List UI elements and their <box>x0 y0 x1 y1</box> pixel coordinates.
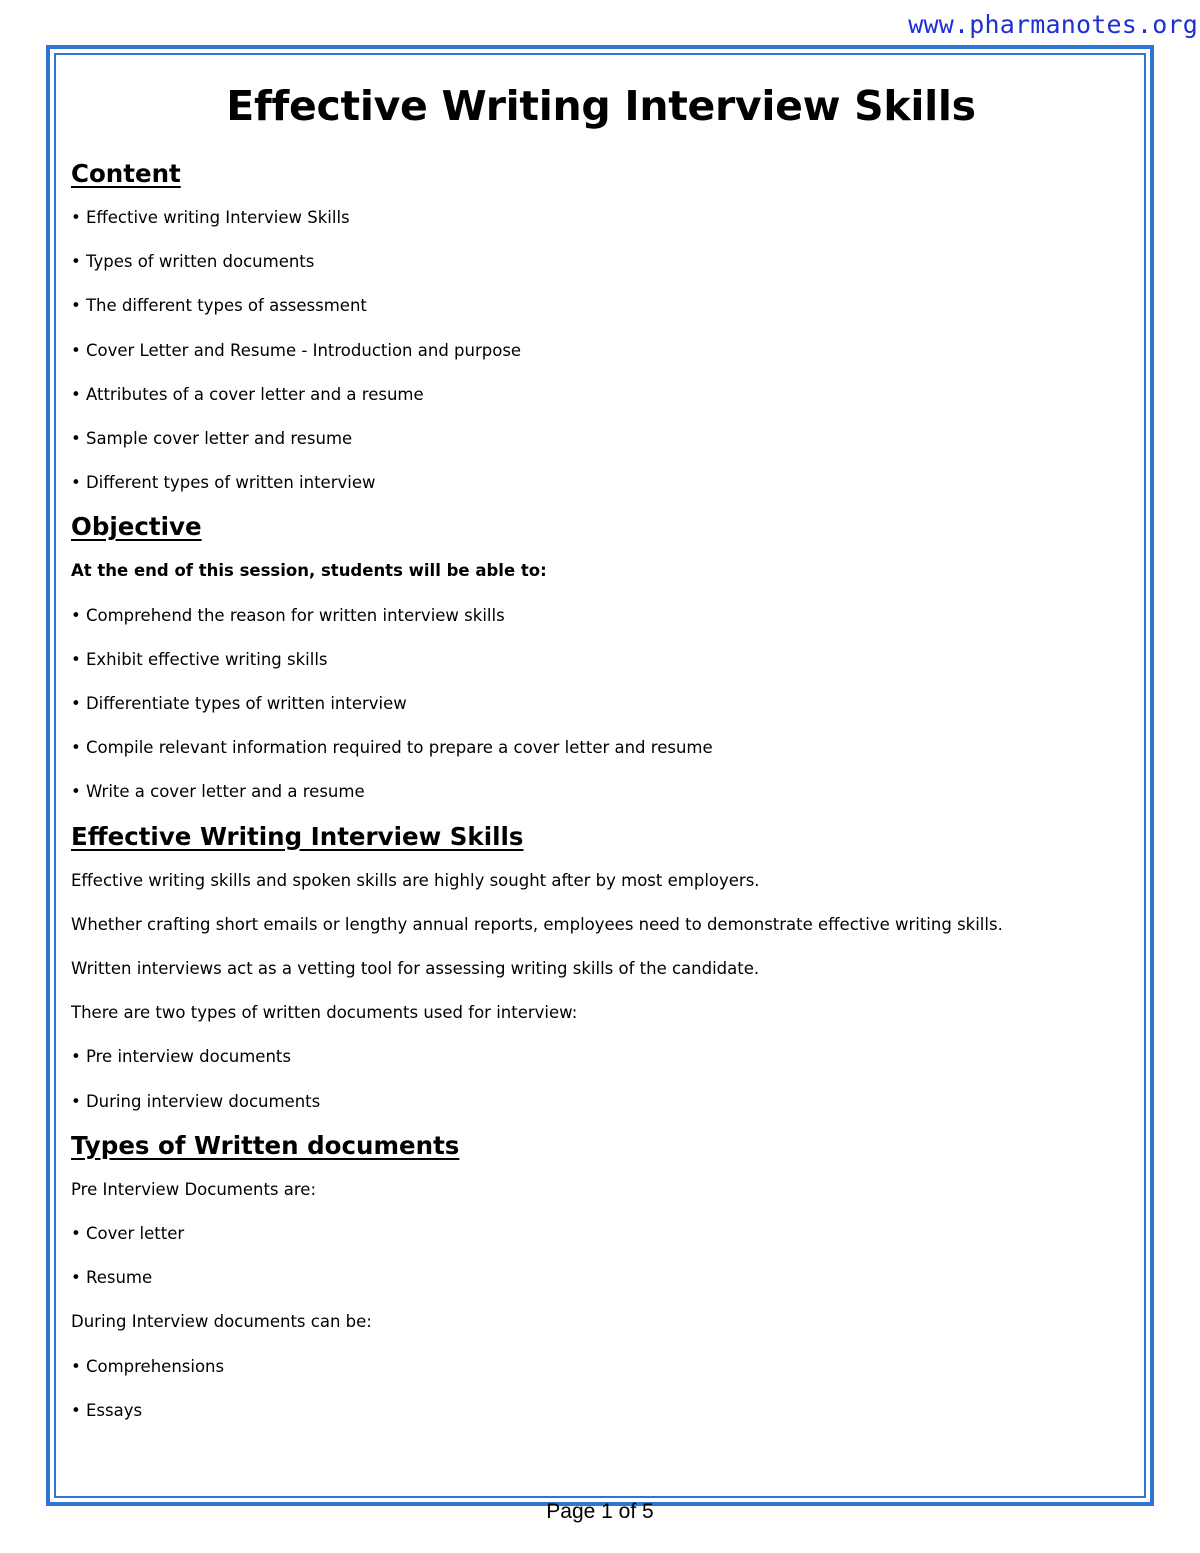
during-interview-item: • Essays <box>71 1400 143 1420</box>
content-item: • The different types of assessment <box>71 296 367 316</box>
skills-paragraph: Written interviews act as a vetting tool for assessing writing skills of the candidate. <box>71 959 760 979</box>
content-item: • Effective writing Interview Skills <box>71 208 350 227</box>
content-item: • Sample cover letter and resume <box>71 429 353 449</box>
content-item: • Attributes of a cover letter and a resume <box>71 384 424 404</box>
content-section <box>71 156 1131 505</box>
objective-item: • Exhibit effective writing skills <box>71 649 328 669</box>
content-heading: Content <box>71 159 181 188</box>
objective-item: • Differentiate types of written interview <box>71 694 407 714</box>
during-interview-intro: During Interview documents can be: <box>71 1312 372 1332</box>
skills-paragraph: There are two types of written documents used for interview: <box>71 1003 578 1023</box>
objective-heading: Objective <box>71 512 202 542</box>
skills-item: • Pre interview documents <box>71 1047 291 1067</box>
document-body <box>71 78 1131 1437</box>
skills-paragraph: Effective writing skills and spoken skills are highly sought after by most employers. <box>71 870 760 890</box>
pre-interview-item: • Resume <box>71 1268 153 1288</box>
objective-section <box>71 509 1131 814</box>
content-item: • Types of written documents <box>71 252 315 272</box>
page-number: Page 1 of 5 <box>546 1500 654 1523</box>
during-interview-item: • Comprehensions <box>71 1356 225 1376</box>
content-item: • Different types of written interview <box>71 473 376 493</box>
pre-interview-intro: Pre Interview Documents are: <box>71 1179 317 1199</box>
objective-intro: At the end of this session, students will be able to: <box>71 561 547 581</box>
objective-item: • Compile relevant information required to prepare a cover letter and resume <box>71 738 713 758</box>
watermark-url[interactable]: www.pharmanotes.org <box>908 10 1198 39</box>
types-section <box>71 1128 1131 1433</box>
objective-item: • Comprehend the reason for written interview skills <box>71 605 505 625</box>
objective-item: • Write a cover letter and a resume <box>71 782 365 802</box>
skills-section <box>71 819 1131 1124</box>
skills-paragraph: Whether crafting short emails or lengthy annual reports, employees need to demonstrate effective writing skills. <box>71 914 1003 934</box>
skills-item: • During interview documents <box>71 1091 321 1111</box>
skills-heading: Effective Writing Interview Skills <box>71 821 524 851</box>
document-title: Effective Writing Interview Skills <box>226 82 976 130</box>
types-heading: Types of Written documents <box>71 1130 460 1160</box>
pre-interview-item: • Cover letter <box>71 1224 185 1244</box>
content-item: • Cover Letter and Resume - Introduction and purpose <box>71 340 522 360</box>
